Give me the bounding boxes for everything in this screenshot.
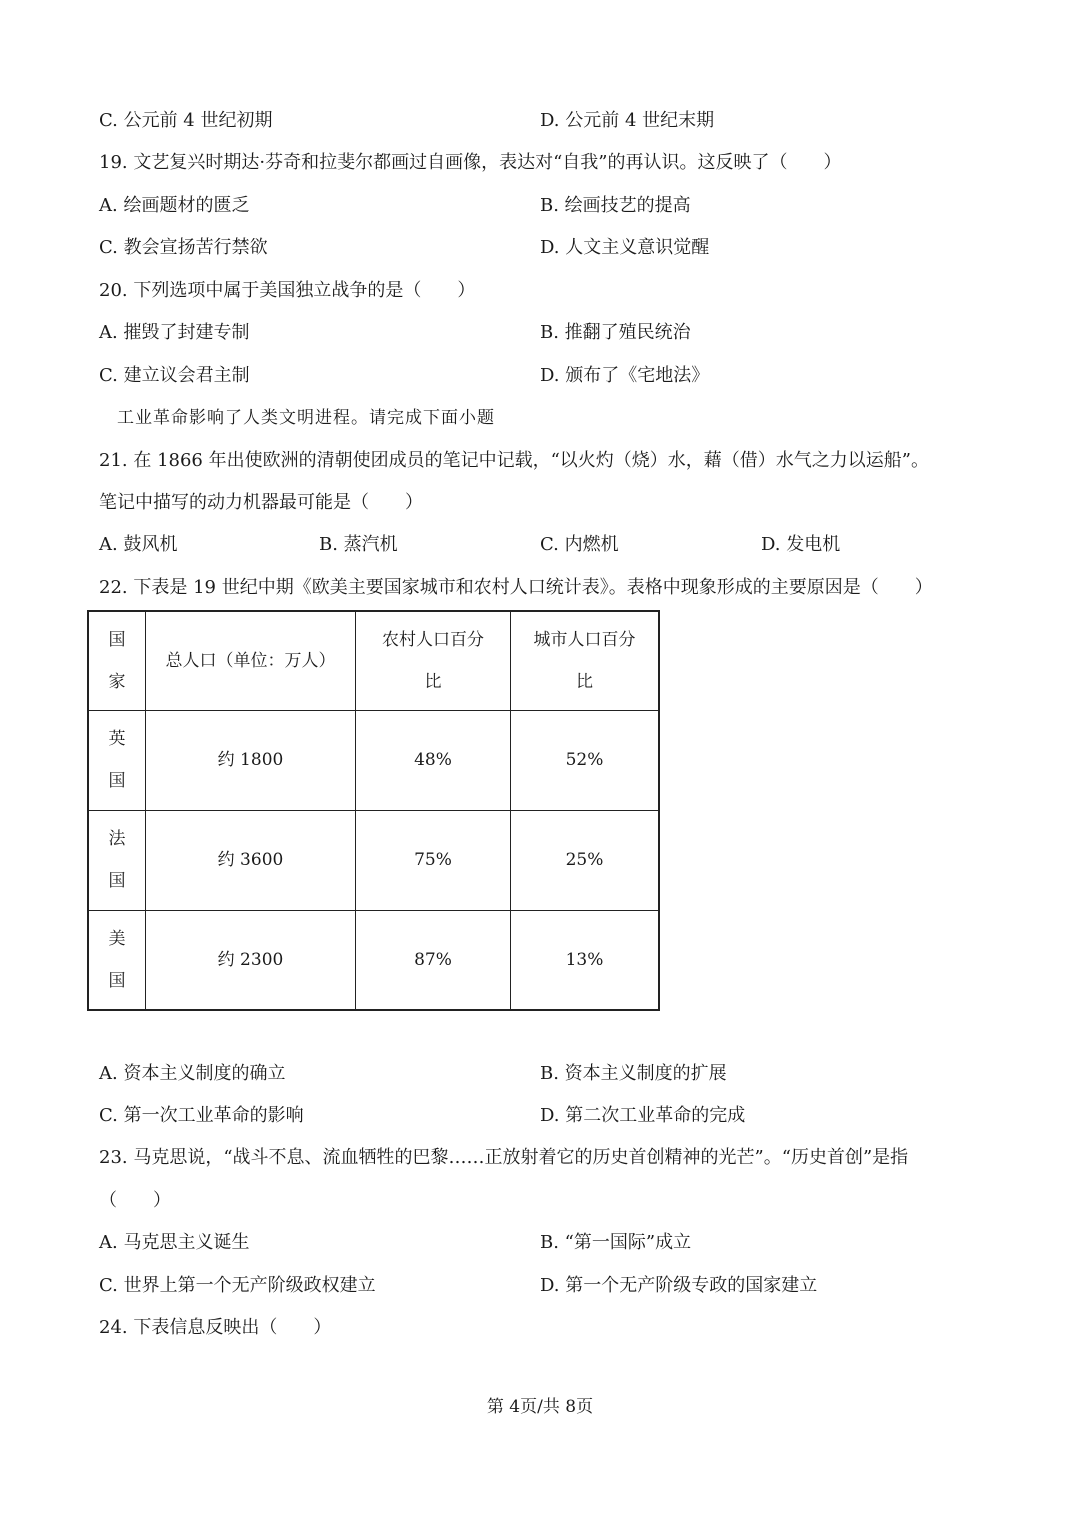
header-urban-line1: 城市人口百分 — [533, 629, 636, 650]
header-rural-line2: 比 — [424, 671, 442, 692]
header-urban — [511, 611, 660, 710]
cell-country-line1: 法 — [108, 829, 126, 849]
cell-country — [88, 710, 146, 810]
header-urban-line2: 比 — [576, 671, 593, 692]
q21-stem-line1: 21. 在 1866 年出使欧洲的清朝使团成员的笔记中记载，“以火灼（烧）水，藉（借）水气之力以运船”。 — [99, 450, 929, 471]
table-row — [88, 810, 659, 910]
q23-option-a: A. 马克思主义诞生 — [99, 1232, 250, 1253]
q22-stem: 22. 下表是 19 世纪中期《欧美主要国家城市和农村人口统计表》。表格中现象形成的主要原因是（ ） — [99, 577, 933, 598]
q22-option-c: C. 第一次工业革命的影响 — [99, 1105, 304, 1126]
cell-country — [88, 910, 146, 1010]
cell-country-line1: 英 — [108, 729, 126, 749]
header-rural — [356, 611, 511, 710]
cell-total: 约 1800 — [146, 710, 356, 810]
cell-country-line2: 国 — [108, 871, 126, 891]
cell-rural: 75% — [356, 810, 511, 910]
q20-option-b: B. 推翻了殖民统治 — [540, 322, 691, 343]
table-row — [88, 710, 659, 810]
cell-rural: 87% — [356, 910, 511, 1010]
q19-option-a: A. 绘画题材的匮乏 — [99, 195, 250, 216]
q19-option-b: B. 绘画技艺的提高 — [540, 195, 691, 216]
page-footer: 第 4页/共 8页 — [486, 1397, 594, 1417]
cell-country-line2: 国 — [108, 771, 126, 791]
cell-total: 约 2300 — [146, 910, 356, 1010]
q20-stem: 20. 下列选项中属于美国独立战争的是（ ） — [99, 280, 476, 301]
cell-country — [88, 810, 146, 910]
q23-option-c: C. 世界上第一个无产阶级政权建立 — [99, 1275, 376, 1296]
q20-option-a: A. 摧毁了封建专制 — [99, 322, 250, 343]
q21-option-c: C. 内燃机 — [540, 534, 619, 555]
header-rural-line1: 农村人口百分 — [382, 629, 484, 650]
q19-stem: 19. 文艺复兴时期达·芬奇和拉斐尔都画过自画像，表达对“自我”的再认识。这反映了（ ） — [99, 152, 842, 173]
cell-urban: 52% — [511, 710, 660, 810]
q21-option-a: A. 鼓风机 — [99, 534, 178, 555]
table-header-row — [88, 611, 659, 710]
q23-stem-line2: （ ） — [99, 1190, 171, 1211]
header-country-line1: 国 — [108, 629, 126, 650]
section-intro: 工业革命影响了人类文明进程。请完成下面小题 — [117, 408, 495, 428]
q21-stem-line2: 笔记中描写的动力机器最可能是（ ） — [99, 492, 423, 513]
cell-rural: 48% — [356, 710, 511, 810]
q24-stem: 24. 下表信息反映出（ ） — [99, 1317, 332, 1338]
cell-total: 约 3600 — [146, 810, 356, 910]
cell-urban: 13% — [511, 910, 660, 1010]
cell-urban: 25% — [511, 810, 660, 910]
header-country-line2: 家 — [108, 671, 126, 692]
cell-country-line1: 美 — [108, 928, 126, 949]
q22-option-a: A. 资本主义制度的确立 — [99, 1063, 286, 1084]
q21-option-d: D. 发电机 — [761, 534, 841, 555]
q23-option-d: D. 第一个无产阶级专政的国家建立 — [540, 1275, 818, 1296]
table-row — [88, 910, 659, 1010]
q19-option-c: C. 教会宣扬苦行禁欲 — [99, 237, 268, 258]
q18-option-d: D. 公元前 4 世纪末期 — [540, 110, 715, 131]
population-table — [87, 610, 660, 1011]
q23-stem-line1: 23. 马克思说，“战斗不息、流血牺牲的巴黎……正放射着它的历史首创精神的光芒”。“历史首创”是指 — [99, 1147, 909, 1168]
cell-country-line2: 国 — [108, 970, 126, 991]
q22-option-d: D. 第二次工业革命的完成 — [540, 1105, 746, 1126]
header-total: 总人口（单位：万人） — [146, 611, 356, 710]
q23-option-b: B. “第一国际”成立 — [540, 1232, 692, 1253]
q20-option-c: C. 建立议会君主制 — [99, 365, 250, 386]
q22-option-b: B. 资本主义制度的扩展 — [540, 1063, 727, 1084]
header-country — [88, 611, 146, 710]
q20-option-d: D. 颁布了《宅地法》 — [540, 365, 710, 386]
q21-option-b: B. 蒸汽机 — [319, 534, 398, 555]
q18-option-c: C. 公元前 4 世纪初期 — [99, 110, 273, 131]
q19-option-d: D. 人文主义意识觉醒 — [540, 237, 710, 258]
